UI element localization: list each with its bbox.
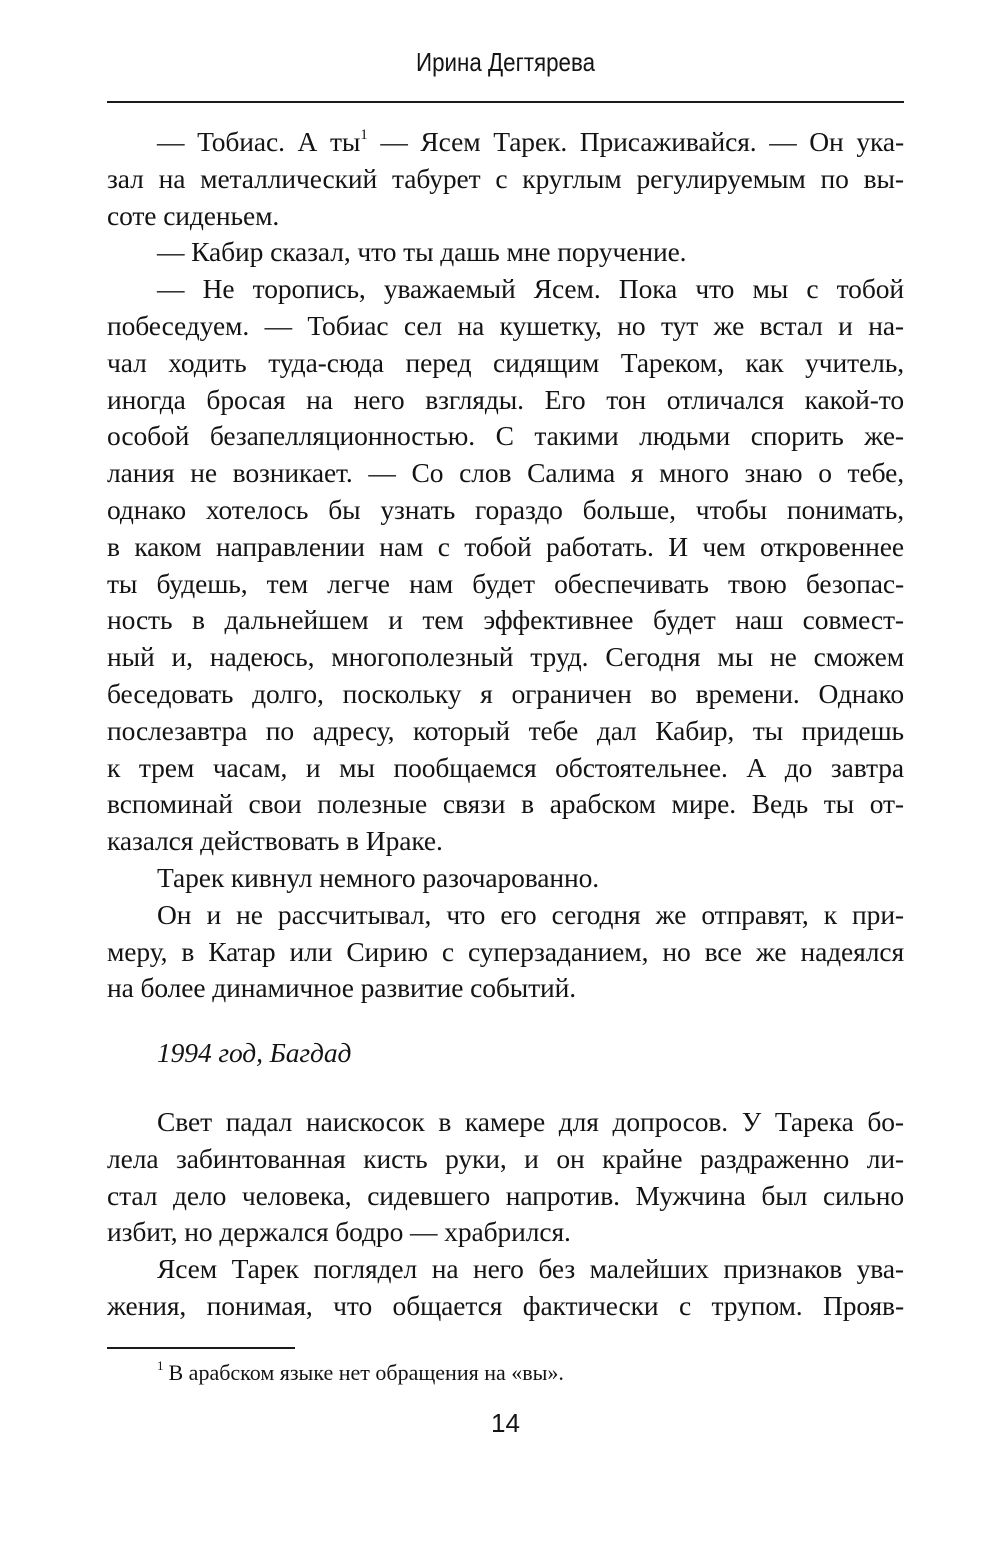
footnote-mark: 1 bbox=[157, 1358, 164, 1373]
body-line: лания не возникает. — Со слов Салима я много знаю о тебе, bbox=[107, 457, 904, 489]
line-text: — Ясем Тарек. Присаживайся. — Он ука- bbox=[367, 126, 904, 157]
body-line: стал дело человека, сидевшего напротив. Мужчина был сильно bbox=[107, 1179, 904, 1211]
body-line: Он и не рассчитывал, что его сегодня же отправят, к при- bbox=[157, 898, 904, 930]
body-line bbox=[107, 124, 904, 161]
section-spacer bbox=[107, 1072, 904, 1104]
body-line: — Кабир сказал, что ты дашь мне поручение. bbox=[157, 236, 687, 268]
footnote bbox=[157, 1358, 897, 1388]
body-line: Ясем Тарек поглядел на него без малейших признаков ува- bbox=[157, 1253, 904, 1285]
body-line: ты будешь, тем легче нам будет обеспечивать твою безопас- bbox=[107, 567, 904, 599]
body-line: казался действовать в Ираке. bbox=[107, 825, 443, 857]
body-line: чал ходить туда-сюда перед сидящим Тареком, как учитель, bbox=[107, 346, 904, 378]
line-text: — Тобиас. А ты bbox=[157, 126, 361, 157]
body-line: ный и, надеюсь, многополезный труд. Сегодня мы не сможем bbox=[107, 641, 904, 673]
footnote-reference[interactable]: 1 bbox=[360, 127, 368, 143]
body-line: ность в дальнейшем и тем эффективнее будет наш совмест- bbox=[107, 604, 904, 636]
body-line: в каком направлении нам с тобой работать. И чем откровеннее bbox=[107, 530, 904, 562]
footnote-text: В арабском языке нет обращения на «вы». bbox=[168, 1360, 564, 1385]
body-text bbox=[107, 124, 904, 1325]
header-rule bbox=[107, 101, 904, 103]
body-line: к трем часам, и мы пообщаемся обстоятельнее. А до завтра bbox=[107, 751, 904, 783]
body-line: Тарек кивнул немного разочарованно. bbox=[157, 861, 600, 893]
body-line: иногда бросая на него взгляды. Его тон отличался какой-то bbox=[107, 383, 904, 415]
body-line: на более динамичное развитие событий. bbox=[107, 972, 577, 1004]
running-header: Ирина Дегтярева bbox=[415, 47, 596, 77]
section-spacer bbox=[107, 1007, 904, 1035]
body-line: — Не торопись, уважаемый Ясем. Пока что мы с тобой bbox=[157, 273, 904, 305]
body-line: вспоминай свои полезные связи в арабском мире. Ведь ты от- bbox=[107, 788, 904, 820]
body-line: особой безапелляционностью. С такими людьми спорить же- bbox=[107, 420, 904, 452]
body-line: жения, понимая, что общается фактически с трупом. Прояв- bbox=[107, 1289, 904, 1321]
body-line: лела забинтованная кисть руки, и он крайне раздраженно ли- bbox=[107, 1142, 904, 1174]
body-line: однако хотелось бы узнать гораздо больше, чтобы понимать, bbox=[107, 493, 904, 525]
footnote-rule bbox=[107, 1347, 295, 1349]
body-line: избит, но держался бодро — храбрился. bbox=[107, 1216, 571, 1248]
body-line: послезавтра по адресу, который тебе дал Кабир, ты придешь bbox=[107, 714, 904, 746]
body-line: побеседуем. — Тобиас сел на кушетку, но тут же встал и на- bbox=[107, 309, 904, 341]
body-line: зал на металлический табурет с круглым регулируемым по вы- bbox=[107, 162, 904, 194]
section-title: 1994 год, Багдад bbox=[157, 1037, 352, 1069]
body-line: меру, в Катар или Сирию с суперзаданием, но все же надеялся bbox=[107, 935, 904, 967]
body-line: соте сиденьем. bbox=[107, 199, 280, 231]
page-number: 14 bbox=[491, 1408, 520, 1438]
body-line: беседовать долго, поскольку я ограничен во времени. Однако bbox=[107, 677, 904, 709]
body-line: Свет падал наискосок в камере для допросов. У Тарека бо- bbox=[157, 1105, 904, 1137]
